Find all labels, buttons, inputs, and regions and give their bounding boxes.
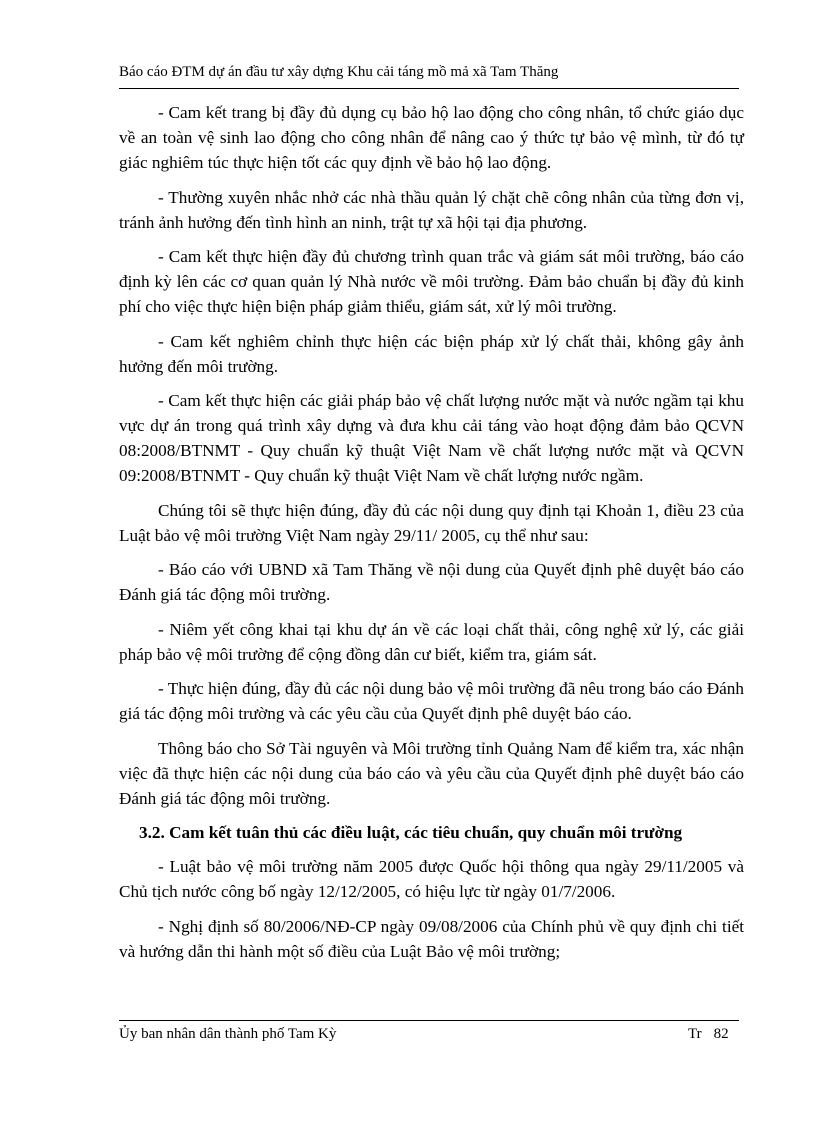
page-number	[688, 1024, 729, 1044]
paragraph: - Thực hiện đúng, đầy đủ các nội dung bảo vệ môi trường đã nêu trong báo cáo Đánh giá tác động môi trường và các yêu cầu của Quyết định phê duyệt báo cáo.	[119, 679, 744, 723]
page-body	[119, 100, 744, 973]
footer-organization: Ủy ban nhân dân thành phố Tam Kỳ	[119, 1026, 337, 1042]
paragraph: - Cam kết thực hiện các giải pháp bảo vệ chất lượng nước mặt và nước ngầm tại khu vực dự án trong quá trình xây dựng và đưa khu cải táng vào hoạt động đảm bảo QCVN 08:2008/BTNMT - Quy chuẩn kỹ thuật Việt Nam về chất lượng nước mặt và QCVN 09:2008/BTNMT - Quy chuẩn kỹ thuật Việt Nam về chất lượng nước ngầm.	[119, 391, 744, 485]
paragraph: - Thường xuyên nhắc nhở các nhà thầu quản lý chặt chẽ công nhân của từng đơn vị, tránh ảnh hưởng đến tình hình an ninh, trật tự xã hội tại địa phương.	[119, 187, 744, 232]
page-label: Tr	[688, 1026, 702, 1042]
paragraph: - Nghị định số 80/2006/NĐ-CP ngày 09/08/2006 của Chính phủ về quy định chi tiết và hướng dẫn thi hành một số điều của Luật Bảo vệ môi trường;	[119, 916, 744, 961]
paragraph: - Cam kết thực hiện đầy đủ chương trình quan trắc và giám sát môi trường, báo cáo định kỳ lên các cơ quan quản lý Nhà nước về môi trường. Đảm bảo chuẩn bị đầy đủ kinh phí cho việc thực hiện biện pháp giảm thiểu, giám sát, xử lý môi trường.	[119, 247, 744, 316]
paragraph: Thông báo cho Sở Tài nguyên và Môi trường tỉnh Quảng Nam để kiểm tra, xác nhận việc đã thực hiện các nội dung của báo cáo và yêu cầu của Quyết định phê duyệt báo cáo Đánh giá tác động môi trường.	[119, 738, 744, 808]
paragraph: - Niêm yết công khai tại khu dự án về các loại chất thải, công nghệ xử lý, các giải pháp bảo vệ môi trường để cộng đồng dân cư biết, kiểm tra, giám sát.	[119, 619, 744, 664]
paragraph: - Báo cáo với UBND xã Tam Thăng về nội dung của Quyết định phê duyệt báo cáo Đánh giá tác động môi trường.	[119, 560, 744, 604]
footer-divider	[119, 1020, 739, 1021]
paragraph: - Luật bảo vệ môi trường năm 2005 được Quốc hội thông qua ngày 29/11/2005 và Chủ tịch nước công bố ngày 12/12/2005, có hiệu lực từ ngày 01/7/2006.	[119, 857, 744, 901]
paragraph: Chúng tôi sẽ thực hiện đúng, đầy đủ các nội dung quy định tại Khoản 1, điều 23 của Luật bảo vệ môi trường Việt Nam ngày 29/11/ 2005, cụ thể như sau:	[119, 500, 744, 545]
paragraph: - Cam kết trang bị đầy đủ dụng cụ bảo hộ lao động cho công nhân, tổ chức giáo dục về an toàn vệ sinh lao động cho công nhân để nâng cao ý thức tự bảo vệ mình, từ đó tự giác nghiêm túc thực hiện tốt các quy định về bảo hộ lao động.	[119, 103, 744, 172]
paragraph: - Cam kết nghiêm chỉnh thực hiện các biện pháp xử lý chất thải, không gây ảnh hưởng đến môi trường.	[119, 331, 744, 376]
running-header: Báo cáo ĐTM dự án đầu tư xây dựng Khu cải táng mồ mả xã Tam Thăng	[119, 64, 559, 80]
page-number-value: 82	[713, 1026, 729, 1042]
header-divider	[119, 88, 739, 89]
section-heading: 3.2. Cam kết tuân thủ các điều luật, các tiêu chuẩn, quy chuẩn môi trường	[139, 823, 683, 842]
